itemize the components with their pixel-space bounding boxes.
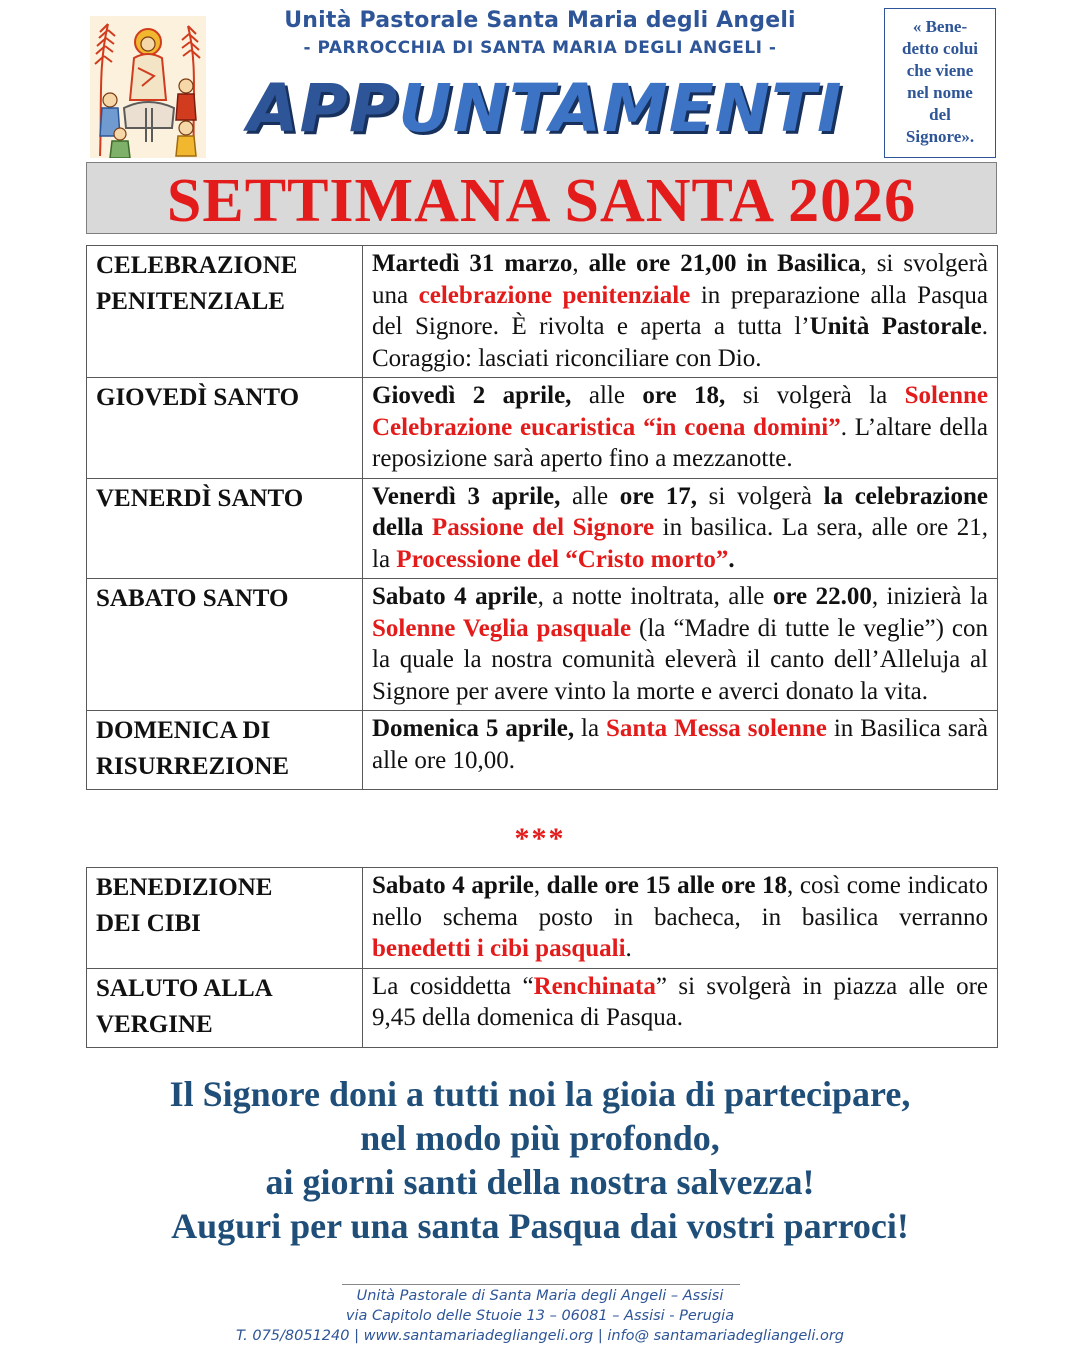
event-description [363, 968, 998, 1047]
event-label-line: PENITENZIALE [96, 288, 285, 315]
highlighted-text: Solenne Veglia pasquale [372, 614, 632, 642]
text-segment: , inizierà la [871, 583, 989, 610]
text-segment: ” si svolgerà in piazza alle ore 9,45 della domenica di Pasqua. [372, 972, 988, 1031]
text-segment: . [625, 935, 632, 962]
closing-line: Auguri per una santa Pasqua dai vostri parroci! [171, 1206, 909, 1246]
event-label-line: BENEDIZIONE [96, 874, 273, 901]
event-label-line: SALUTO ALLA [96, 974, 273, 1002]
text-segment: la [574, 715, 607, 742]
quote-line: nel nome [907, 83, 973, 102]
event-description [363, 711, 998, 790]
unit-name: Unità Pastorale Santa Maria degli Angeli [284, 8, 796, 33]
highlighted-text: benedetti i cibi pasquali [372, 935, 626, 962]
event-label-line: VENERDÌ SANTO [96, 484, 304, 512]
schedule-row [87, 579, 998, 711]
text-segment: , si svolgerà una [372, 250, 989, 309]
bold-text: Sabato 4 aprile [372, 872, 534, 899]
text-segment: . L’altare della reposizione sarà aperto fino a mezzanotte. [372, 413, 988, 472]
event-description [363, 378, 998, 479]
bold-text: alle ore 21,00 in Basilica [588, 250, 861, 277]
bold-text: ore 17, [619, 482, 697, 510]
quote-line: Signore». [905, 127, 975, 146]
event-label [87, 378, 363, 479]
schedule-row [87, 868, 998, 969]
closing-line: nel modo più profondo, [360, 1118, 720, 1158]
event-label-line: SABATO SANTO [96, 585, 289, 612]
bold-text: Sabato 4 aprile [372, 583, 538, 610]
footer-divider [342, 1284, 740, 1285]
text-segment: (la “Madre di tutte le veglie”) con la quale la nostra comunità eleverà il canto dell’Alleluja al Signore per avere vinto la morte e averci donato la vita. [372, 614, 988, 705]
page-title [220, 66, 870, 152]
title-part-1: APP [247, 70, 399, 147]
schedule-row [87, 378, 998, 479]
banner-title: SETTIMANA SANTA 2026 [166, 167, 917, 235]
text-segment: , [572, 250, 589, 277]
title-part-2: UNTAMENTI [398, 70, 843, 147]
bold-text: la celebrazione della [372, 482, 988, 541]
quote-line: detto colui [901, 39, 979, 58]
quote-line: « Bene- [912, 17, 968, 36]
bold-text: Venerdì 3 aprile, [372, 482, 561, 510]
event-label-line: VERGINE [96, 1010, 213, 1038]
bold-text: Giovedì 2 aprile, [372, 382, 572, 409]
separator: *** [514, 822, 566, 855]
highlighted-text: Renchinata [533, 972, 656, 1000]
palm-sunday-illustration-icon [90, 16, 206, 158]
closing-message [0, 1072, 1080, 1248]
event-description [363, 579, 998, 711]
text-segment: in basilica. La sera, alle ore 21, la [372, 514, 988, 573]
parish-name: - PARROCCHIA DI SANTA MARIA DEGLI ANGELI - [303, 38, 777, 58]
footer-address-line: via Capitolo delle Stuoie 13 – 06081 – Assisi - Perugia [345, 1308, 735, 1324]
event-description [363, 868, 998, 969]
highlighted-text: Santa Messa solenne [606, 715, 827, 742]
text-segment: . Coraggio: lasciati riconciliare con Dio. [372, 313, 988, 372]
text-segment: , [533, 872, 547, 899]
bold-text: ore 22.00 [772, 583, 872, 610]
text-segment: , a notte inoltrata, alle [537, 583, 773, 610]
event-label [87, 968, 363, 1047]
event-label [87, 246, 363, 378]
holy-week-banner [86, 162, 997, 234]
footer [0, 1286, 1080, 1346]
closing-line: ai giorni santi della nostra salvezza! [265, 1162, 815, 1202]
text-segment: si volgerà la [725, 382, 905, 409]
bold-text: ore 18, [642, 382, 726, 409]
schedule-row [87, 246, 998, 378]
footer-address-line: Unità Pastorale di Santa Maria degli Angeli – Assisi [356, 1288, 724, 1304]
bold-text: Domenica 5 aprile, [372, 715, 575, 742]
footer-contact-line: T. 075/8051240 | www.santamariadegliangeli.org | info@ santamariadegliangeli.org [235, 1328, 845, 1344]
highlighted-text: Solenne Celebrazione eucaristica “in coena domini” [372, 382, 989, 441]
event-label [87, 711, 363, 790]
text-segment: in Basilica sarà alle ore 10,00. [372, 715, 988, 774]
text-segment: alle [571, 382, 643, 409]
highlighted-text: Processione del “Cristo morto” [396, 545, 729, 573]
bold-text: dalle ore 15 alle ore 18 [546, 872, 788, 899]
event-description [363, 246, 998, 378]
event-label-line: RISURREZIONE [96, 753, 290, 780]
event-label-line: CELEBRAZIONE [96, 252, 298, 279]
event-label-line: GIOVEDÌ SANTO [96, 384, 300, 411]
bold-text: Unità Pastorale [809, 313, 982, 340]
quote-line: del [929, 105, 951, 124]
quote-line: che viene [906, 61, 974, 80]
text-segment: si volgerà [696, 482, 824, 510]
event-description [363, 478, 998, 579]
bold-text: Martedì 31 marzo [372, 250, 573, 277]
schedule-row [87, 711, 998, 790]
highlighted-text: celebrazione penitenziale [418, 281, 691, 309]
event-label-line: DEI CIBI [96, 910, 201, 937]
event-label [87, 579, 363, 711]
bold-text: . [728, 545, 735, 573]
text-segment: La cosiddetta “ [372, 972, 534, 1000]
schedule-table [86, 245, 998, 790]
event-label-line: DOMENICA DI [96, 717, 271, 744]
highlighted-text: Passione del Signore [431, 514, 655, 541]
extra-events-table [86, 867, 998, 1048]
text-segment: , così come indicato nello schema posto in bacheca, in basilica verranno [372, 872, 988, 931]
event-label [87, 478, 363, 579]
text-segment: in preparazione alla Pasqua del Signore. È rivolta e aperta a tutta l’ [372, 281, 988, 340]
event-label [87, 868, 363, 969]
quote-box [884, 8, 996, 158]
schedule-row [87, 478, 998, 579]
schedule-row [87, 968, 998, 1047]
text-segment: alle [560, 482, 620, 510]
closing-line: Il Signore doni a tutti noi la gioia di partecipare, [169, 1074, 911, 1114]
